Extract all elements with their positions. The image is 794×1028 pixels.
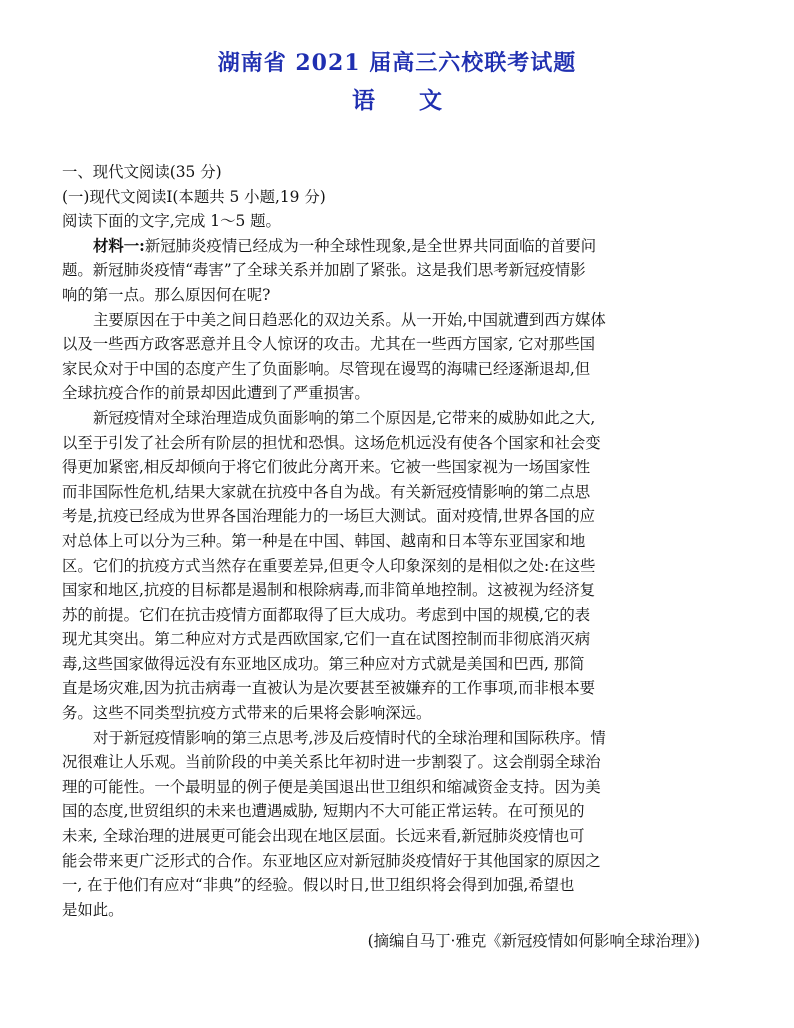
subject-title: 语文 — [352, 87, 486, 114]
passage-line: 能会带来更广泛形式的合作。东亚地区应对新冠肺炎疫情好于其他国家的原因之 — [62, 851, 601, 870]
reading-instruction: 阅读下面的文字,完成 1～5 题。 — [62, 212, 281, 231]
passage-line: 区。它们的抗疫方式当然存在重要差异,但更令人印象深刻的是相似之处:在这些 — [62, 556, 596, 575]
passage-line — [62, 234, 722, 259]
passage-line: 况很难让人乐观。当前阶段的中美关系比年初时进一步割裂了。这会削弱全球治 — [62, 753, 601, 772]
passage-line: 对于新冠疫情影响的第三点思考,涉及后疫情时代的全球治理和国际秩序。情 — [93, 728, 606, 747]
source-citation: (摘编自马丁·雅克《新冠疫情如何影响全球治理》) — [367, 932, 700, 950]
passage-line: 全球抗疫合作的前景却因此遭到了严重损害。 — [62, 384, 370, 403]
passage-line: 一, 在于他们有应对“非典”的经验。假以时日,世卫组织将会得到加强,希望也 — [62, 876, 575, 895]
passage-line: 家民众对于中国的态度产生了负面影响。尽管现在谩骂的海啸已经逐渐退却,但 — [62, 359, 591, 378]
passage-line: 响的第一点。那么原因何在呢? — [62, 285, 271, 304]
exam-title: 湖南省 2021 届高三六校联考试题 — [217, 50, 577, 76]
passage-line: 未来, 全球治理的进展更可能会出现在地区层面。长远来看,新冠肺炎疫情也可 — [62, 827, 585, 846]
passage-line: 直是场灾难,因为抗击病毒一直被认为是次要甚至被嫌弃的工作事项,而非根本要 — [62, 679, 596, 698]
section-heading-block — [62, 160, 722, 234]
passage-line: 而非国际性危机,结果大家就在抗疫中各自为战。有关新冠疫情影响的第二点思 — [62, 482, 591, 501]
passage-line: 题。新冠肺炎疫情“毒害”了全球关系并加剧了紧张。这是我们思考新冠疫情影 — [62, 261, 586, 280]
passage-line: 以至于引发了社会所有阶层的担忧和恐惧。这场危机远没有使各个国家和社会变 — [62, 433, 601, 452]
section-heading: 一、现代文阅读(35 分) — [62, 163, 222, 181]
passage-line: 新冠疫情对全球治理造成负面影响的第二个原因是,它带来的威胁如此之大, — [93, 408, 596, 427]
passage-line: 对总体上可以分为三种。第一种是在中国、韩国、越南和日本等东亚国家和地 — [62, 531, 586, 550]
material-label: 材料一: — [93, 236, 145, 255]
material-passage — [62, 234, 722, 923]
section-subheading: (一)现代文阅读Ⅰ(本题共 5 小题,19 分) — [62, 187, 326, 206]
passage-line: 国的态度,世贸组织的未来也遭遇威胁, 短期内不大可能正常运转。在可预见的 — [62, 802, 585, 821]
passage-line: 是如此。 — [62, 900, 124, 919]
passage-line: 毒,这些国家做得远没有东亚地区成功。第三种应对方式就是美国和巴西, 那简 — [62, 654, 585, 673]
passage-line: 务。这些不同类型抗疫方式带来的后果将会影响深远。 — [62, 704, 432, 723]
passage-line: 理的可能性。一个最明显的例子便是美国退出世卫组织和缩减资金支持。因为美 — [62, 777, 601, 796]
passage-line: 得更加紧密,相反却倾向于将它们彼此分离开来。它被一些国家视为一场国家性 — [62, 458, 591, 477]
passage-line-text: 新冠肺炎疫情已经成为一种全球性现象,是全世界共同面临的首要问 — [144, 236, 597, 255]
passage-line: 以及一些西方政客恶意并且令人惊讶的攻击。尤其在一些西方国家, 它对那些国 — [62, 335, 596, 354]
passage-line: 考是,抗疫已经成为世界各国治理能力的一场巨大测试。面对疫情,世界各国的应 — [62, 507, 596, 526]
passage-line: 苏的前提。它们在抗击疫情方面都取得了巨大成功。考虑到中国的规模,它的表 — [62, 605, 591, 624]
passage-line: 主要原因在于中美之间日趋恶化的双边关系。从一开始,中国就遭到西方媒体 — [93, 310, 606, 329]
passage-line: 国家和地区,抗疫的目标都是遏制和根除病毒,而非简单地控制。这被视为经济复 — [62, 581, 596, 600]
passage-line: 现尤其突出。第二种应对方式是西欧国家,它们一直在试图控制而非彻底消灭病 — [62, 630, 591, 649]
